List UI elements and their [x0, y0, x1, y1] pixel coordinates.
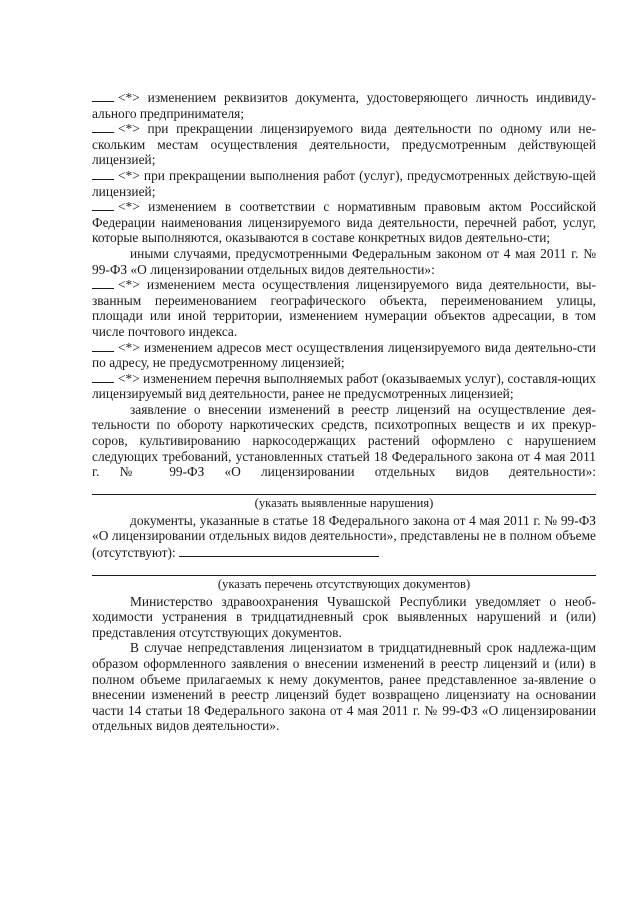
documents-paragraph — [92, 513, 596, 561]
option-text: изменением в соответствии с нормативным правовым актом Российской Федерации наименования лицензируемого вида деятельности, перечней работ, услуг, которые выполняются, оказываются в составе конкретных видов деятельно-сти; — [92, 199, 596, 246]
option-marker: <*> — [118, 277, 140, 293]
violations-paragraph: заявление о внесении изменений в реестр лицензий на осуществление дея-тельности по обороту наркотических средств, психотропных веществ и их прекур-соров, культивированию наркосодержащих растений оформлено с нарушением следующих требований, установленных статьей 18 Федерального закона от 4 мая 2011 г. № 99-ФЗ «О лицензировании отдельных видов деятельности»: — [92, 401, 596, 480]
violations-fill-line[interactable] — [92, 480, 596, 495]
consequence-paragraph: В случае непредставления лицензиатом в тридцатидневный срок надлежа-щим образом оформленного заявления о внесении изменений в реестр лицензий и (или) в полном объеме прилагаемых к нему документов, ранее представленное за-явление о внесении изменений в реестр лицензий будет возвращено лицензиату на основании части 14 статьи 18 Федерального закона от 4 мая 2011 г. № 99-ФЗ «О лицензировании отдельных видов деятельности». — [92, 640, 596, 734]
option-text: изменением адресов мест осуществления лицензируемого вида деятельно-сти по адресу, не предусмотренному лицензией; — [92, 339, 596, 371]
document-page — [92, 90, 596, 734]
documents-caption: (указать перечень отсутствующих документов) — [217, 576, 471, 591]
option-text: изменением места осуществления лицензируемого вида деятельности, вы-званным переименованием географического объекта, переименованием улицы, площади или иной территории, изменением нумерации объектов адресации, в том числе почтового индекса. — [92, 277, 597, 339]
option-change-addresses — [92, 340, 596, 371]
checkbox-blank[interactable] — [92, 371, 114, 383]
checkbox-blank[interactable] — [92, 121, 114, 133]
option-doc-requisites — [92, 90, 596, 121]
checkbox-blank[interactable] — [92, 277, 114, 289]
documents-fill-line[interactable] — [179, 544, 379, 557]
checkbox-blank[interactable] — [92, 168, 114, 180]
option-marker: <*> — [118, 90, 140, 105]
option-marker: <*> — [118, 167, 140, 183]
checkbox-blank[interactable] — [92, 199, 114, 211]
option-marker: <*> — [118, 339, 140, 355]
option-change-works-list — [92, 371, 596, 402]
option-marker: <*> — [118, 370, 140, 386]
documents-text: документы, указанные в статье 18 Федерального закона от 4 мая 2011 г. № 99-ФЗ «О лицензировании отдельных видов деятельности», представлены не в полном объеме (отсутствуют): — [92, 512, 596, 561]
option-rename-place — [92, 277, 596, 339]
checkbox-blank[interactable] — [92, 340, 114, 352]
option-text: при прекращении лицензируемого вида деятельности по одному или не-скольким местам осуществления деятельности, предусмотренным действующей лицензией; — [92, 121, 596, 168]
option-other-cases — [92, 246, 596, 277]
option-text: изменением реквизитов документа, удостоверяющего личность индивиду-ального предпринимателя; — [92, 90, 596, 121]
option-marker: <*> — [118, 199, 140, 215]
option-text: изменением перечня выполняемых работ (оказываемых услуг), составля-ющих лицензируемый вид деятельности, ранее не предусмотренных лицензией; — [92, 370, 596, 402]
option-rename-activity — [92, 199, 596, 246]
violations-caption: (указать выявленные нарушения) — [254, 495, 434, 510]
notice-paragraph: Министерство здравоохранения Чувашской Республики уведомляет о необ-ходимости устранения в тридцатидневный срок выявленных нарушений и (или) представления отсутствующих документов. — [92, 593, 596, 640]
documents-fill-line-2[interactable] — [92, 561, 596, 576]
option-text: иными случаями, предусмотренными Федеральным законом от 4 мая 2011 г. № 99-ФЗ «О лицензировании отдельных видов деятельности»: — [92, 245, 596, 277]
checkbox-blank[interactable] — [92, 90, 114, 102]
option-terminate-works — [92, 168, 596, 199]
option-marker: <*> — [118, 121, 140, 137]
option-text: при прекращении выполнения работ (услуг), предусмотренных действую-щей лицензией; — [92, 167, 596, 199]
option-terminate-places — [92, 121, 596, 168]
